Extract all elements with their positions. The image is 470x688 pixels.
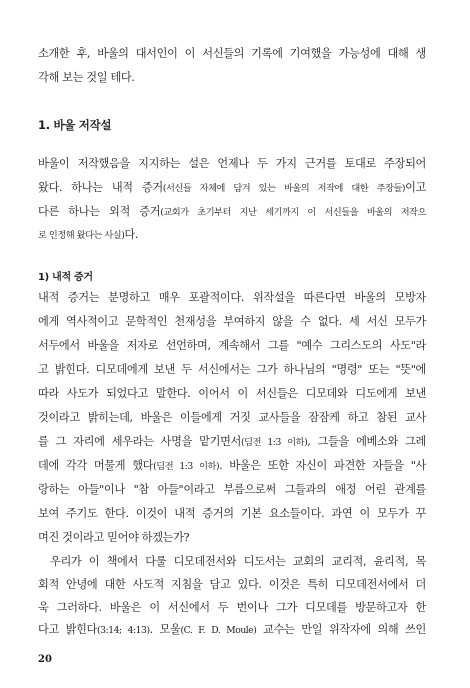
section-p1-line-1: 바울이 저작했음을 지지하는 설은 언제나 두 가지 근거를 토대로 주장되어: [38, 157, 426, 170]
text-run: . 모울: [149, 623, 181, 636]
text-run: , 그들을 에베소와 그레: [307, 435, 426, 448]
text-run: 교수는 만일 위작자에 의해 쓰인: [256, 623, 426, 636]
parenthetical-note: 로 인정해 왔다는 사실): [38, 230, 125, 241]
intro-line-1: 소개한 후, 바울의 대서인이 이 서신들의 기록에 기여했을 가능성에 대해 생: [38, 47, 426, 60]
body-line: 따라 사도가 되었다고 말한다. 이어서 이 서신들은 디모데와 디도에게 보낸: [38, 387, 426, 400]
scripture-reference: (딤전 1:3 이하): [153, 461, 220, 472]
body-line: 보여 주기도 한다. 이것이 내적 증거의 기본 요소들이다. 과연 이 모두가 꾸: [38, 507, 426, 520]
text-run: 왔다. 하나는 내적 증거: [38, 181, 163, 194]
body-line: 것이라고 밝히는데, 바울은 이들에게 거짓 교사들을 잠잠케 하고 참된 교사: [38, 411, 426, 424]
body-line: 며진 것이라고 믿어야 하겠는가?: [38, 531, 190, 544]
scripture-reference: (3:14; 4:13): [97, 625, 150, 636]
body-line: [38, 434, 426, 451]
intro-line-2: 각해 보는 것일 테다.: [38, 71, 135, 84]
section-p1-line-3: [38, 204, 426, 221]
paragraph-2-line-3: 욱 그러하다. 바울은 이 서신에서 두 번이나 그가 디모데를 방문하고자 한: [38, 601, 426, 614]
text-run: . 바울은 또한 자신이 파견한 자들을 "사: [219, 459, 426, 472]
body-line: [38, 458, 426, 475]
text-run: 다.: [124, 228, 139, 241]
scripture-reference: (딤전 1:3 이하): [241, 437, 308, 448]
text-run: 데에 각각 머물게 했다: [38, 459, 154, 472]
body-line: 고 밝힌다. 디모데에게 보낸 두 서신에서는 그가 하나님의 "명령" 또는 "뜻"에: [38, 363, 426, 376]
body-line: 에게 역사적이고 문학적인 천재성을 부여하지 않을 수 없다. 세 서신 모두가: [38, 315, 426, 328]
body-line: 내적 증거는 분명하고 매우 포괄적이다. 위작설을 따른다면 바울의 모방자: [38, 291, 426, 304]
section-p1-line-2: [38, 180, 426, 197]
parenthetical-note: (서신들 자체에 담겨 있는 바울의 저작에 대한 주장들): [162, 183, 406, 194]
text-run: 이고: [405, 181, 426, 194]
text-run: 를 그 자리에 세우라는 사명을 맡기면서: [38, 435, 242, 448]
subsection-heading: 1) 내적 증거: [38, 272, 93, 283]
text-run: 다고 밝힌다: [38, 623, 98, 636]
page-number: 20: [38, 654, 52, 665]
section-p1-line-4: [38, 227, 426, 244]
paragraph-2-line-2: 회적 안녕에 대한 사도적 지침을 담고 있다. 이것은 특히 디모데전서에서 더: [38, 578, 426, 591]
text-run: 다른 하나는 외적 증거: [38, 205, 161, 218]
section-heading: 1. 바울 저작설: [38, 118, 112, 132]
paragraph-2-line-1: 우리가 이 책에서 다룰 디모데전서와 디도서는 교회의 교리적, 윤리적, 목: [50, 555, 426, 568]
paragraph-2-line-4: [38, 622, 426, 639]
body-line: 랑하는 아들"이나 "참 아들"이라고 부름으로써 그들과의 애정 어린 관계를: [38, 483, 426, 496]
parenthetical-note: (교회가 초기부터 지난 세기까지 이 서신들을 바울의 저작으: [160, 207, 427, 218]
author-name: (C. F. D. Moule): [180, 625, 257, 636]
body-line: 서두에서 바울을 저자로 선언하며, 계속해서 그를 "예수 그리스도의 사도"라: [38, 339, 426, 352]
